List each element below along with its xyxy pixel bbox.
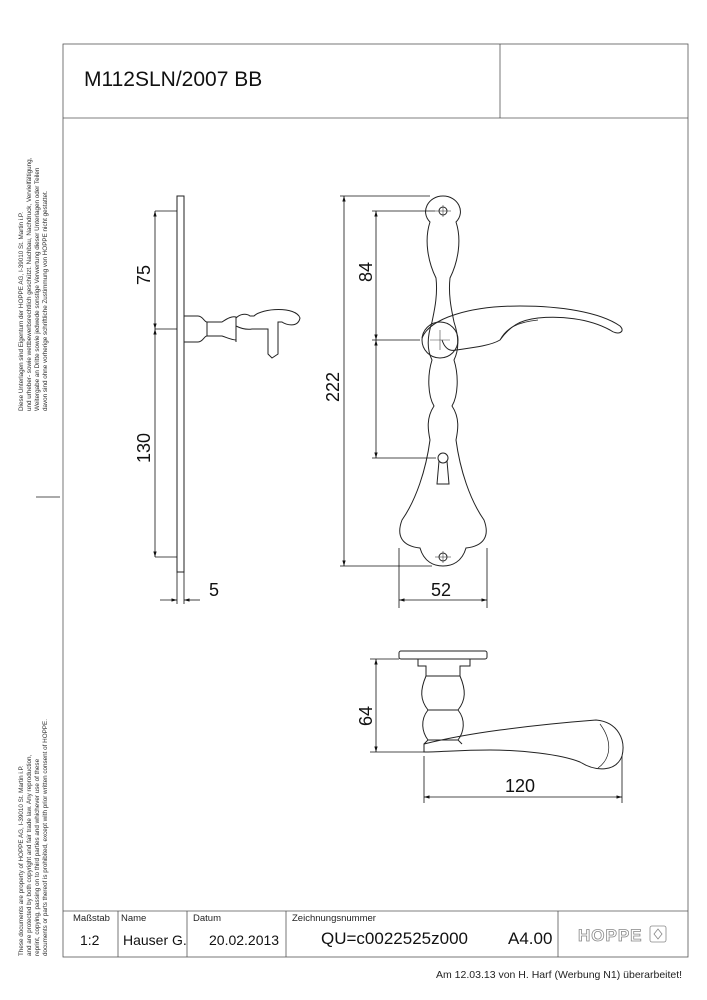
legal-en-line-1: These documents are property of HOPPE AG, I-39010 St. Martin i.P.: [18, 765, 25, 956]
dim-64: 64: [356, 705, 376, 726]
date-label: Datum: [193, 913, 221, 924]
legal-de-line-2: und urheber- sowie wettbewerbsrechtlich geschützt. Nachbau, Nachdruck, Vervielfältigung,: [26, 157, 33, 411]
name-value: Hauser G.: [123, 932, 187, 948]
legal-en-line-2: and are protected by both copyright and fair trade law. Any reproduction,: [26, 754, 33, 956]
legal-en-line-4: documents or parts thereof is prohibited, except with prior written consent of HOPPE.: [42, 719, 49, 956]
top-view: [399, 651, 623, 769]
dim-120: 120: [505, 776, 536, 796]
drawing-title: M112SLN/2007 BB: [84, 68, 263, 91]
legal-en-line-3: reprint, copying, passing on to third parties and whichever use of these: [34, 758, 41, 956]
revision-note: Am 12.03.13 von H. Harf (Werbung N1) überarbeitet!: [436, 969, 683, 981]
legal-notice-en: [18, 606, 50, 956]
side-view: [177, 196, 300, 572]
legal-notice-de: [18, 41, 50, 411]
drawing-number-value: QU=c0022525z000: [321, 929, 468, 948]
drawing-number-label: Zeichnungsnummer: [292, 913, 376, 924]
legal-de-line-4: davon sind ohne vorherige schriftliche Zustimmung von HOPPE nicht gestattet.: [42, 190, 49, 411]
hoppe-logo: [578, 926, 666, 945]
front-view-centerlines: [430, 205, 451, 563]
scale-label: Maßstab: [73, 913, 110, 924]
dim-84: 84: [356, 261, 376, 282]
date-value: 20.02.2013: [209, 932, 280, 948]
name-label: Name: [121, 913, 147, 924]
format-value: A4.00: [508, 929, 553, 948]
scale-value: 1:2: [80, 932, 100, 948]
front-view-dims: [340, 196, 487, 608]
drawing-frame: [36, 44, 688, 957]
dim-5: 5: [209, 580, 220, 600]
front-view: [400, 196, 622, 566]
dim-130: 130: [134, 432, 154, 463]
legal-de-line-1: Diese Unterlagen sind Eigentum der HOPPE AG, I-39010 St. Martin i.P.: [18, 211, 25, 411]
dim-222: 222: [323, 371, 343, 402]
dim-52: 52: [431, 580, 452, 600]
dim-75: 75: [134, 264, 154, 285]
legal-de-line-3: Weitergabe an Dritte sowie jedwede sonstige Verwertung dieser Unterlagen oder Teilen: [34, 167, 41, 411]
svg-text:HOPPE: HOPPE: [578, 926, 643, 945]
